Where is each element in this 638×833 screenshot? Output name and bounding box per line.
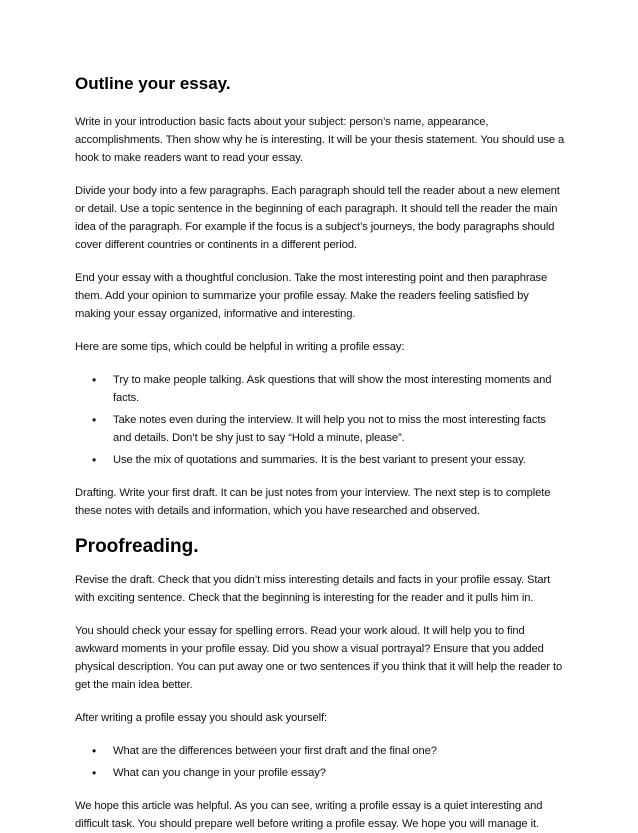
paragraph-spelling: You should check your essay for spelling errors. Read your work aloud. It will help you to find awkward moments in your profile essay. Did you show a visual portrayal? Ensure that you added physical description. You can put away one or two sentences if you think that it will help the reader to get the main idea better. bbox=[75, 625, 563, 691]
heading-proofreading: Proofreading. bbox=[75, 536, 199, 557]
paragraph-conclusion: End your essay with a thoughtful conclusion. Take the most interesting point and then paraphrase them. Add your opinion to summarize your profile essay. Make the readers feeling satisfied by making your essay organized, informative and interesting. bbox=[75, 272, 548, 320]
paragraph-closing: We hope this article was helpful. As you can see, writing a profile essay is a quiet interesting and difficult task. You should prepare well before writing a profile essay. We hope you will manage it. bbox=[75, 800, 543, 830]
list-item: • Try to make people talking. Ask questions that will show the most interesting moments and facts. bbox=[113, 371, 567, 407]
paragraph-revise: Revise the draft. Check that you didn’t miss interesting details and facts in your profile essay. Start with exciting sentence. Check that the beginning is interesting for the reader and it pulls him in. bbox=[75, 574, 551, 604]
questions-list bbox=[75, 742, 567, 782]
list-item: • What can you change in your profile essay? bbox=[113, 764, 567, 782]
paragraph-drafting: Drafting. Write your first draft. It can be just notes from your interview. The next step is to complete these notes with details and information, which you have researched and observed. bbox=[75, 487, 551, 517]
list-item: • Use the mix of quotations and summaries. It is the best variant to present your essay. bbox=[113, 451, 567, 469]
paragraph-tips-intro: Here are some tips, which could be helpful in writing a profile essay: bbox=[75, 341, 405, 353]
paragraph-introduction: Write in your introduction basic facts about your subject: person’s name, appearance, accomplishments. Then show why he is interesting. It will be your thesis statement. You should use a hook to make readers want to read your essay. bbox=[75, 116, 565, 164]
paragraph-body: Divide your body into a few paragraphs. Each paragraph should tell the reader about a new element or detail. Use a topic sentence in the beginning of each paragraph. It should tell the reader the main idea of the paragraph. For example if the focus is a subject’s journeys, the body paragraphs should cover different countries or continents in a different period. bbox=[75, 185, 560, 251]
document-page bbox=[75, 60, 567, 833]
heading-outline: Outline your essay. bbox=[75, 74, 231, 93]
list-item: • What are the differences between your first draft and the final one? bbox=[113, 742, 567, 760]
tips-list bbox=[75, 371, 567, 469]
paragraph-questions-intro: After writing a profile essay you should ask yourself: bbox=[75, 712, 328, 724]
list-item: • Take notes even during the interview. It will help you not to miss the most interesting facts and details. Don’t be shy just to say “Hold a minute, please”. bbox=[113, 411, 567, 447]
